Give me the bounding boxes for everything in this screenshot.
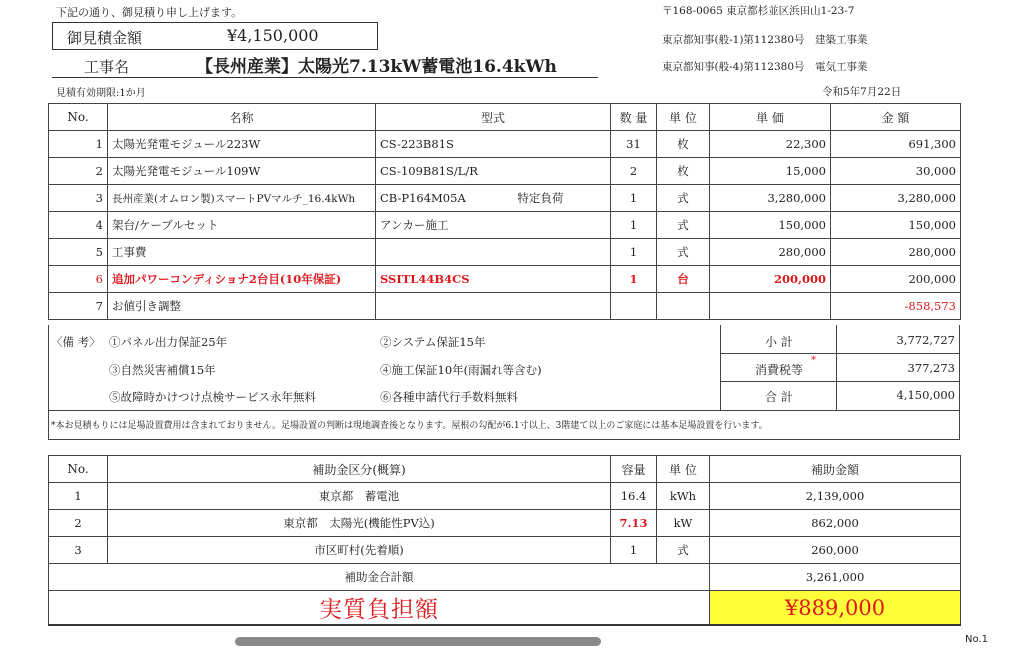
intro-text: 下記の通り、御見積り申し上げます。	[56, 6, 243, 19]
row-qty: 1	[611, 212, 657, 239]
remark-5: ⑤故障時かけつけ点検サービス永年無料	[109, 390, 316, 404]
row-unit: 枚	[657, 158, 710, 185]
subsidy-row-unit: kWh	[657, 483, 710, 510]
subsidy-row-category: 東京都 蓄電池	[108, 483, 611, 510]
row-amount: 30,000	[831, 158, 961, 185]
row-price: 15,000	[710, 158, 831, 185]
total-value: 4,150,000	[896, 388, 955, 402]
estimate-amount: ¥4,150,000	[227, 26, 319, 45]
license-construction: 東京都知事(般-1)第112380号 建築工事業	[662, 34, 868, 46]
subsidy-total-label: 補助金合計額	[49, 564, 710, 591]
row-qty: 31	[611, 131, 657, 158]
subsidy-row-amount: 260,000	[710, 537, 961, 564]
row-qty: 1	[611, 266, 657, 293]
footnote-divider	[49, 410, 959, 411]
remark-3: ③自然災害補償15年	[109, 363, 216, 377]
totals-divider-left	[720, 325, 721, 410]
estimate-date: 令和5年7月22日	[822, 86, 902, 98]
col-amount: 金 額	[831, 104, 961, 131]
row-name: お値引き調整	[108, 293, 376, 320]
subsidy-header-row	[49, 456, 961, 483]
row-no: 6	[49, 266, 108, 293]
subsidy-col-unit: 単 位	[657, 456, 710, 483]
net-cost-label: 実質負担額	[49, 591, 710, 626]
subsidy-col-category: 補助金区分(概算)	[108, 456, 611, 483]
row-qty	[611, 293, 657, 320]
subsidy-col-amount: 補助金額	[710, 456, 961, 483]
subsidy-row-category: 東京都 太陽光(機能性PV込)	[108, 510, 611, 537]
remarks-block	[48, 325, 960, 440]
remark-1: ①パネル出力保証25年	[109, 335, 228, 349]
tax-label: 消費税等	[755, 363, 804, 377]
row-no: 3	[49, 185, 108, 212]
row-unit: 枚	[657, 131, 710, 158]
subsidy-row-unit: kW	[657, 510, 710, 537]
row-name: 太陽光発電モジュール223W	[108, 131, 376, 158]
row-qty: 2	[611, 158, 657, 185]
row-amount: 200,000	[831, 266, 961, 293]
row-no: 2	[49, 158, 108, 185]
row-amount-discount: -858,573	[831, 293, 961, 320]
net-cost-row	[49, 591, 961, 626]
row-amount: 691,300	[831, 131, 961, 158]
row-no: 5	[49, 239, 108, 266]
horizontal-scrollbar[interactable]	[235, 637, 601, 646]
subsidy-row-category: 市区町村(先着順)	[108, 537, 611, 564]
row-unit: 台	[657, 266, 710, 293]
table-row	[49, 158, 961, 185]
net-cost-value: ¥889,000	[710, 591, 961, 626]
items-table	[48, 103, 961, 320]
row-price	[710, 293, 831, 320]
project-name: 【長州産業】太陽光7.13kW蓄電池16.4kWh	[196, 57, 557, 77]
subsidy-row-no: 1	[49, 483, 108, 510]
row-price: 280,000	[710, 239, 831, 266]
col-no: No.	[49, 104, 108, 131]
row-model	[376, 293, 611, 320]
subsidy-row-capacity: 16.4	[611, 483, 657, 510]
row-qty: 1	[611, 239, 657, 266]
tax-mark: *	[811, 355, 816, 366]
remark-2: ②システム保証15年	[380, 335, 486, 349]
table-row	[49, 537, 961, 564]
subsidy-row-no: 3	[49, 537, 108, 564]
project-label: 工事名	[84, 58, 130, 76]
total-label: 合 計	[765, 390, 793, 404]
row-no: 7	[49, 293, 108, 320]
estimate-label: 御見積金額	[67, 29, 143, 47]
subsidy-row-amount: 2,139,000	[710, 483, 961, 510]
tax-value: 377,273	[907, 361, 955, 375]
subsidy-row-capacity: 7.13	[611, 510, 657, 537]
row-amount: 3,280,000	[831, 185, 961, 212]
subsidy-row-unit: 式	[657, 537, 710, 564]
row-unit: 式	[657, 239, 710, 266]
subsidy-row-no: 2	[49, 510, 108, 537]
subsidy-col-no: No.	[49, 456, 108, 483]
table-row	[49, 131, 961, 158]
row-no: 1	[49, 131, 108, 158]
row-unit: 式	[657, 212, 710, 239]
footnote: *本お見積もりには足場設置費用は含まれておりません。足場設置の判断は現地調査後となります。屋根の勾配が6.1寸以上、3階建て以上のご家庭には基本足場設置を行います。	[51, 421, 768, 431]
col-name: 名称	[108, 104, 376, 131]
row-name: 架台/ケーブルセット	[108, 212, 376, 239]
totals-line-1	[720, 353, 960, 354]
table-row	[49, 212, 961, 239]
row-model	[376, 185, 611, 212]
row-amount: 150,000	[831, 212, 961, 239]
row-price: 150,000	[710, 212, 831, 239]
totals-line-2	[720, 381, 960, 382]
row-model	[376, 239, 611, 266]
subsidy-col-capacity: 容量	[611, 456, 657, 483]
row-model-text: CB-P164M05A	[380, 191, 466, 205]
row-name: 太陽光発電モジュール109W	[108, 158, 376, 185]
table-row	[49, 483, 961, 510]
table-row	[49, 239, 961, 266]
license-electrical: 東京都知事(般-4)第112380号 電気工事業	[662, 61, 868, 73]
row-no: 4	[49, 212, 108, 239]
row-unit	[657, 293, 710, 320]
table-row	[49, 510, 961, 537]
totals-divider-mid	[836, 325, 837, 410]
table-row	[49, 185, 961, 212]
row-unit: 式	[657, 185, 710, 212]
row-qty: 1	[611, 185, 657, 212]
row-model: アンカー施工	[376, 212, 611, 239]
col-price: 単 価	[710, 104, 831, 131]
estimate-amount-box	[52, 22, 378, 50]
subsidy-table	[48, 455, 961, 626]
col-unit: 単 位	[657, 104, 710, 131]
col-qty: 数 量	[611, 104, 657, 131]
project-underline	[52, 77, 598, 78]
subsidy-total-row	[49, 564, 961, 591]
row-model: CS-109B81S/L/R	[376, 158, 611, 185]
row-price: 3,280,000	[710, 185, 831, 212]
validity-text: 見積有効期限:1か月	[56, 88, 146, 99]
page-number: No.1	[965, 634, 988, 645]
remark-6: ⑥各種申請代行手数料無料	[380, 390, 518, 404]
subsidy-row-amount: 862,000	[710, 510, 961, 537]
table-row	[49, 293, 961, 320]
table-row-highlighted	[49, 266, 961, 293]
row-price: 200,000	[710, 266, 831, 293]
subtotal-value: 3,772,727	[896, 333, 955, 347]
row-model: CS-223B81S	[376, 131, 611, 158]
row-name: 工事費	[108, 239, 376, 266]
row-name: 長州産業(オムロン製)スマートPVマルチ_16.4kWh	[108, 185, 376, 212]
subtotal-label: 小 計	[765, 335, 793, 349]
company-address: 〒168-0065 東京都杉並区浜田山1-23-7	[662, 5, 855, 17]
items-header-row	[49, 104, 961, 131]
row-price: 22,300	[710, 131, 831, 158]
subsidy-row-capacity: 1	[611, 537, 657, 564]
col-model: 型式	[376, 104, 611, 131]
remarks-label: 〈備 考〉	[51, 335, 101, 349]
row-name: 追加パワーコンディショナ2台目(10年保証)	[108, 266, 376, 293]
row-model-note: 特定負荷	[517, 191, 564, 205]
subsidy-total-value: 3,261,000	[710, 564, 961, 591]
row-amount: 280,000	[831, 239, 961, 266]
remark-4: ④施工保証10年(雨漏れ等含む)	[380, 363, 542, 377]
row-model: SSITL44B4CS	[376, 266, 611, 293]
